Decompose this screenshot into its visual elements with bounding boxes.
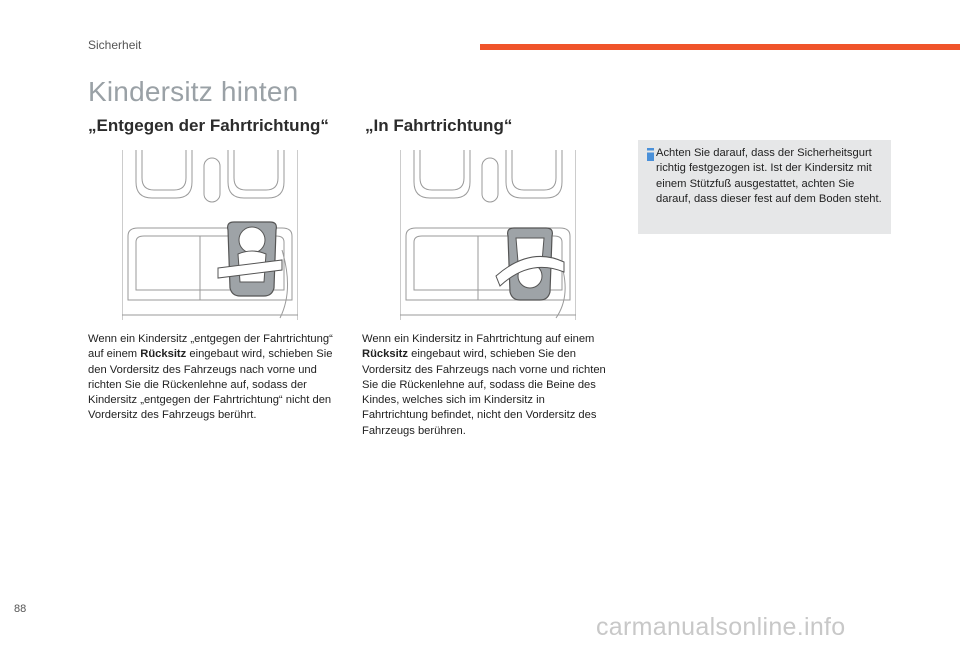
forward-facing-seat-illustration bbox=[400, 150, 576, 320]
note-text: Achten Sie darauf, dass der Sicherheitsgurt richtig festgezogen ist. Ist der Kindersitz mit einem Stützfuß ausgestattet, achten Sie darauf, dass dieser fest auf dem Boden steht. bbox=[656, 147, 882, 206]
emphasis-rear-seat: Rücksitz bbox=[140, 348, 187, 361]
child-seat-forward-facing bbox=[496, 228, 564, 300]
front-seat-right bbox=[228, 150, 284, 198]
heading-rear-facing: „Entgegen der Fahrtrichtung“ bbox=[88, 116, 329, 135]
page-number: 88 bbox=[14, 603, 27, 615]
page-title: Kindersitz hinten bbox=[88, 76, 299, 107]
accent-bar bbox=[480, 44, 960, 50]
forward-facing-instructions: Wenn ein Kindersitz in Fahrtrichtung auf einem Rücksitz eingebaut wird, schieben Sie den Vordersitz des Fahrzeugs nach vorne und richten Sie die Rückenlehne auf, sodass die Beine des Kindes, welches sich im Kindersitz in Fahrtrichtung befindet, nicht den Vordersitz des Fahrzeugs berühren. bbox=[362, 333, 606, 437]
watermark: carmanualsonline.info bbox=[596, 613, 846, 641]
rear-facing-instructions: Wenn ein Kindersitz „entgegen der Fahrtrichtung“ auf einem Rücksitz eingebaut wird, schieben Sie den Vordersitz des Fahrzeugs nach vorne und richten Sie die Rückenlehne auf, sodass der Kindersitz „entgegen der Fahrtrichtung“ nicht den Vordersitz des Fahrzeugs berührt. bbox=[88, 333, 333, 422]
emphasis-rear-seat: Rücksitz bbox=[362, 348, 409, 361]
front-seat-left bbox=[136, 150, 192, 198]
front-seat-right bbox=[506, 150, 562, 198]
front-seat-left bbox=[414, 150, 470, 198]
center-console bbox=[482, 158, 498, 202]
section-label: Sicherheit bbox=[88, 38, 142, 52]
center-console bbox=[204, 158, 220, 202]
info-marker-icon bbox=[646, 148, 655, 161]
rear-facing-seat-illustration bbox=[122, 150, 298, 320]
heading-forward-facing: „In Fahrtrichtung“ bbox=[365, 116, 513, 135]
child-seat-rear-facing bbox=[218, 222, 282, 296]
